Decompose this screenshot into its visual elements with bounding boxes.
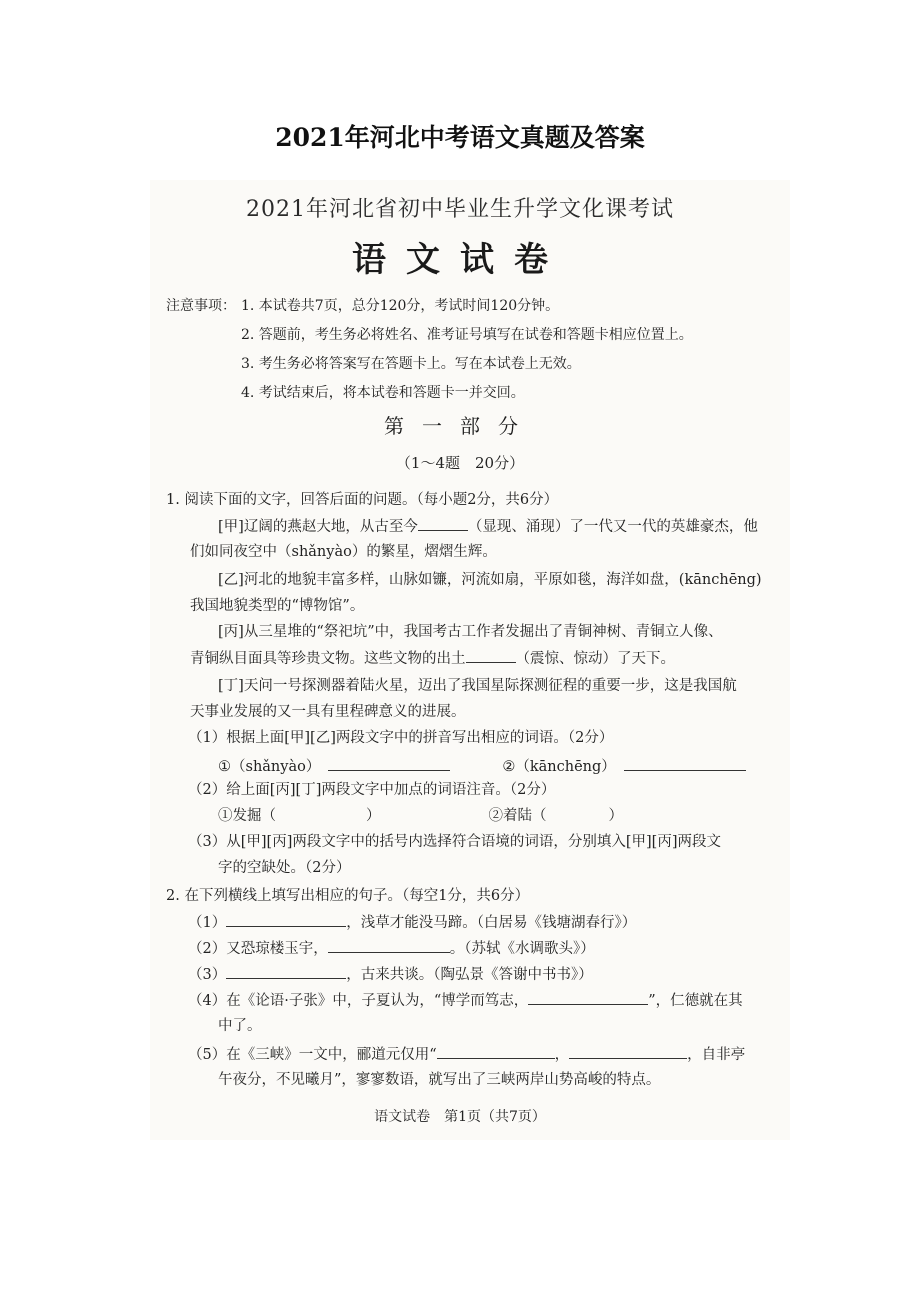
q1-para-ding-line2: 天事业发展的又一具有里程碑意义的进展。 xyxy=(190,704,466,720)
part-subtitle: （1～4题 20分） xyxy=(395,454,525,472)
notice-item xyxy=(166,296,786,325)
q1-sub3-line1: （3）从[甲][丙]两段文字中的括号内选择符合语境的词语，分别填入[甲][丙]两段文 xyxy=(188,834,721,850)
notice-text: 4. 考试结束后，将本试卷和答题卡一并交回。 xyxy=(241,385,525,401)
page-footer: 语文试卷 第1页（共7页） xyxy=(374,1109,546,1125)
answer-blank xyxy=(418,516,468,531)
answer-blank xyxy=(437,1044,555,1059)
q1-para-ding-line1: [丁]天问一号探测器着陆火星，迈出了我国星际探测征程的重要一步，这是我国航 xyxy=(218,678,737,694)
answer-blank xyxy=(624,756,746,771)
notice-item xyxy=(166,354,786,383)
q1-para-jia-line1: [甲]辽阔的燕赵大地，从古至今 （显现、涌现）了一代又一代的英雄豪杰，他 xyxy=(218,516,758,537)
q2-item4-line1: （4）在《论语·子张》中，子夏认为，“博学而笃志， ”，仁德就在其 xyxy=(188,990,743,1011)
q2-stem: 2. 在下列横线上填写出相应的句子。（每空1分，共6分） xyxy=(166,888,530,904)
q1-sub2-answers: ①发掘（ ） ②着陆（ ） xyxy=(218,808,623,824)
answer-blank xyxy=(466,648,516,663)
answer-blank xyxy=(328,756,450,771)
notice-text: 3. 考生务必将答案写在答题卡上。写在本试卷上无效。 xyxy=(241,356,581,372)
notice-item xyxy=(166,383,786,412)
answer-blank xyxy=(226,964,346,979)
q2-item2: （2）又恐琼楼玉宇， 。（苏轼《水调歌头》） xyxy=(188,938,595,959)
q1-para-yi-line2: 我国地貌类型的“博物馆”。 xyxy=(190,598,365,614)
q2-item5-line1: （5）在《三峡》一文中，郦道元仅用“ ， ，自非亭 xyxy=(188,1044,745,1065)
notice-head: 注意事项： xyxy=(166,298,236,314)
q2-item1: （1） ，浅草才能没马蹄。（白居易《钱塘湖春行》） xyxy=(188,912,636,933)
q1-para-bing-line2: 青铜纵目面具等珍贵文物。这些文物的出土 （震惊、惊动）了天下。 xyxy=(190,648,675,669)
q1-sub1-answers: ①（shǎnyào） ②（kānchēng） xyxy=(218,756,746,777)
answer-blank xyxy=(569,1044,687,1059)
q1-sub1: （1）根据上面[甲][乙]两段文字中的拼音写出相应的词语。（2分） xyxy=(188,730,614,746)
q1-para-bing-line1: [丙]从三星堆的“祭祀坑”中，我国考古工作者发掘出了青铜神树、青铜立人像、 xyxy=(218,624,723,640)
notice-text: 1. 本试卷共7页，总分120分，考试时间120分钟。 xyxy=(241,298,560,314)
answer-blank xyxy=(226,912,346,927)
answer-blank xyxy=(328,938,450,953)
q1-para-yi-line1: [乙]河北的地貌丰富多样，山脉如镰，河流如扇，平原如毯，海洋如盘，(kānchēng) xyxy=(218,572,762,588)
q1-para-jia-line2: 们如同夜空中（shǎnyào）的繁星，熠熠生辉。 xyxy=(190,544,497,560)
q2-item4-line2: 中了。 xyxy=(218,1018,262,1034)
part-title: 第一部分 xyxy=(384,414,536,438)
q2-item3: （3） ，古来共谈。（陶弘景《答谢中书书》） xyxy=(188,964,593,985)
q1-sub3-line2: 字的空缺处。（2分） xyxy=(218,860,351,876)
notice-item xyxy=(166,325,786,354)
document-title: 2021年河北中考语文真题及答案 xyxy=(275,123,645,152)
answer-blank xyxy=(528,990,648,1005)
paper-title: 语文试卷 xyxy=(352,240,568,280)
notice-text: 2. 答题前，考生务必将姓名、准考证号填写在试卷和答题卡相应位置上。 xyxy=(241,327,693,343)
notices xyxy=(166,296,786,412)
q2-item5-line2: 午夜分，不见曦月”，寥寥数语，就写出了三峡两岸山势高峻的特点。 xyxy=(218,1072,661,1088)
q1-stem: 1. 阅读下面的文字，回答后面的问题。（每小题2分，共6分） xyxy=(166,492,559,508)
q1-sub2: （2）给上面[丙][丁]两段文字中加点的词语注音。（2分） xyxy=(188,782,556,798)
exam-name: 2021年河北省初中毕业生升学文化课考试 xyxy=(246,197,674,222)
